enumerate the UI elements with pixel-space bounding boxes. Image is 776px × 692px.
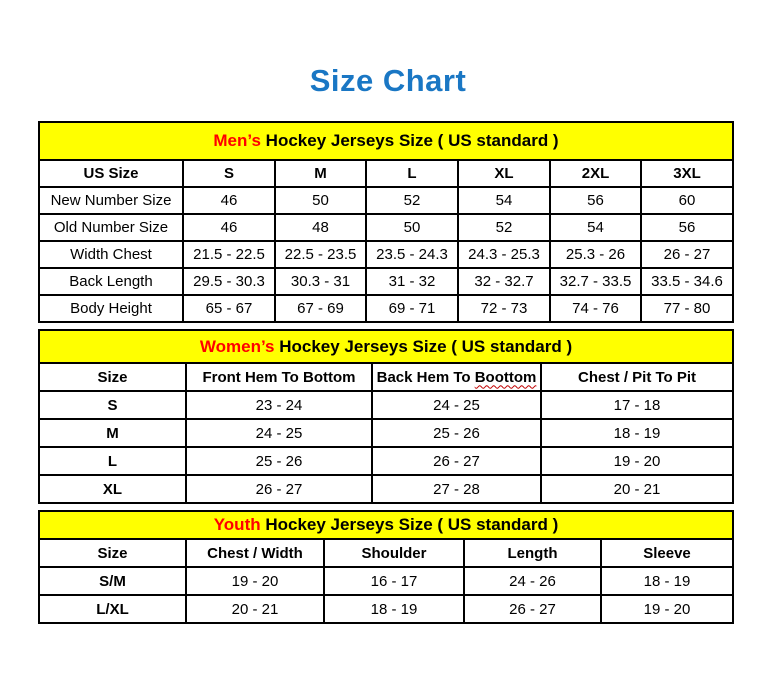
table-row (39, 241, 733, 268)
data-cell: 26 - 27 (186, 475, 372, 503)
womens-section-title-cell (39, 330, 733, 363)
data-cell: 69 - 71 (366, 295, 458, 322)
table-row (39, 214, 733, 241)
womens-section-label: Women’s (199, 336, 275, 356)
data-cell: 31 - 32 (366, 268, 458, 295)
mens-section-title-cell (39, 122, 733, 160)
data-cell: 54 (458, 187, 550, 214)
column-header-cell: Chest / Pit To Pit (541, 363, 733, 391)
column-header-cell: 2XL (550, 160, 641, 187)
data-cell: 22.5 - 23.5 (275, 241, 366, 268)
data-cell: 74 - 76 (550, 295, 641, 322)
womens-header-row (39, 363, 733, 391)
data-cell: 27 - 28 (372, 475, 541, 503)
data-cell: 29.5 - 30.3 (183, 268, 275, 295)
data-cell: 23.5 - 24.3 (366, 241, 458, 268)
womens-section-band (39, 330, 733, 363)
row-label-cell: Width Chest (39, 241, 183, 268)
data-cell: 32 - 32.7 (458, 268, 550, 295)
column-header-cell: S (183, 160, 275, 187)
row-label-cell: XL (39, 475, 186, 503)
row-label-cell: S (39, 391, 186, 419)
table-row (39, 419, 733, 447)
data-cell: 52 (366, 187, 458, 214)
data-cell: 16 - 17 (324, 567, 464, 595)
row-label-cell: S/M (39, 567, 186, 595)
data-cell: 56 (550, 187, 641, 214)
data-cell: 60 (641, 187, 733, 214)
data-cell: 30.3 - 31 (275, 268, 366, 295)
column-header-cell: Sleeve (601, 539, 733, 567)
data-cell: 24 - 26 (464, 567, 601, 595)
row-label-cell: M (39, 419, 186, 447)
page-title: Size Chart (309, 63, 467, 98)
column-header-cell (372, 363, 541, 391)
misspelled-word-squiggle: Boottom (474, 368, 537, 386)
table-row (39, 187, 733, 214)
data-cell: 18 - 19 (324, 595, 464, 623)
youth-section-title: Hockey Jerseys Size ( US standard ) (265, 515, 559, 534)
column-header-cell: Shoulder (324, 539, 464, 567)
data-cell: 25 - 26 (372, 419, 541, 447)
row-label-cell: New Number Size (39, 187, 183, 214)
data-cell: 50 (366, 214, 458, 241)
table-row (39, 447, 733, 475)
youth-header-row (39, 539, 733, 567)
table-row (39, 595, 733, 623)
table-row (39, 268, 733, 295)
table-row (39, 475, 733, 503)
data-cell: 77 - 80 (641, 295, 733, 322)
column-header-cell: XL (458, 160, 550, 187)
data-cell: 19 - 20 (186, 567, 324, 595)
data-cell: 67 - 69 (275, 295, 366, 322)
data-cell: 26 - 27 (641, 241, 733, 268)
data-cell: 52 (458, 214, 550, 241)
data-cell: 20 - 21 (541, 475, 733, 503)
table-row (39, 391, 733, 419)
youth-section-title-cell (39, 511, 733, 539)
data-cell: 24 - 25 (372, 391, 541, 419)
data-cell: 20 - 21 (186, 595, 324, 623)
data-cell: 19 - 20 (601, 595, 733, 623)
data-cell: 32.7 - 33.5 (550, 268, 641, 295)
mens-section-band (39, 122, 733, 160)
column-header-cell: Size (39, 363, 186, 391)
mens-size-table (38, 121, 734, 323)
data-cell: 46 (183, 214, 275, 241)
header-text: Back Hem To (376, 368, 471, 386)
mens-header-row (39, 160, 733, 187)
column-header-cell: Size (39, 539, 186, 567)
data-cell: 25.3 - 26 (550, 241, 641, 268)
youth-size-table (38, 510, 734, 624)
row-label-cell: L (39, 447, 186, 475)
column-header-cell: M (275, 160, 366, 187)
data-cell: 33.5 - 34.6 (641, 268, 733, 295)
womens-size-table (38, 329, 734, 504)
row-label-cell: Body Height (39, 295, 183, 322)
row-label-cell: L/XL (39, 595, 186, 623)
column-header-cell: Chest / Width (186, 539, 324, 567)
data-cell: 18 - 19 (541, 419, 733, 447)
data-cell: 56 (641, 214, 733, 241)
size-tables (38, 121, 732, 624)
womens-section-title: Hockey Jerseys Size ( US standard ) (279, 336, 573, 356)
column-header-cell: Length (464, 539, 601, 567)
data-cell: 23 - 24 (186, 391, 372, 419)
data-cell: 72 - 73 (458, 295, 550, 322)
row-label-cell: Back Length (39, 268, 183, 295)
data-cell: 46 (183, 187, 275, 214)
row-label-cell: Old Number Size (39, 214, 183, 241)
data-cell: 48 (275, 214, 366, 241)
table-row (39, 567, 733, 595)
data-cell: 50 (275, 187, 366, 214)
data-cell: 25 - 26 (186, 447, 372, 475)
mens-section-label: Men’s (213, 131, 261, 150)
data-cell: 18 - 19 (601, 567, 733, 595)
data-cell: 17 - 18 (541, 391, 733, 419)
youth-section-band (39, 511, 733, 539)
column-header-cell: 3XL (641, 160, 733, 187)
youth-section-label: Youth (213, 515, 261, 534)
data-cell: 24 - 25 (186, 419, 372, 447)
mens-section-title: Hockey Jerseys Size ( US standard ) (265, 131, 559, 150)
column-header-cell: US Size (39, 160, 183, 187)
data-cell: 65 - 67 (183, 295, 275, 322)
column-header-cell: Front Hem To Bottom (186, 363, 372, 391)
table-row (39, 295, 733, 322)
data-cell: 24.3 - 25.3 (458, 241, 550, 268)
data-cell: 26 - 27 (372, 447, 541, 475)
data-cell: 54 (550, 214, 641, 241)
data-cell: 19 - 20 (541, 447, 733, 475)
data-cell: 21.5 - 22.5 (183, 241, 275, 268)
data-cell: 26 - 27 (464, 595, 601, 623)
column-header-cell: L (366, 160, 458, 187)
